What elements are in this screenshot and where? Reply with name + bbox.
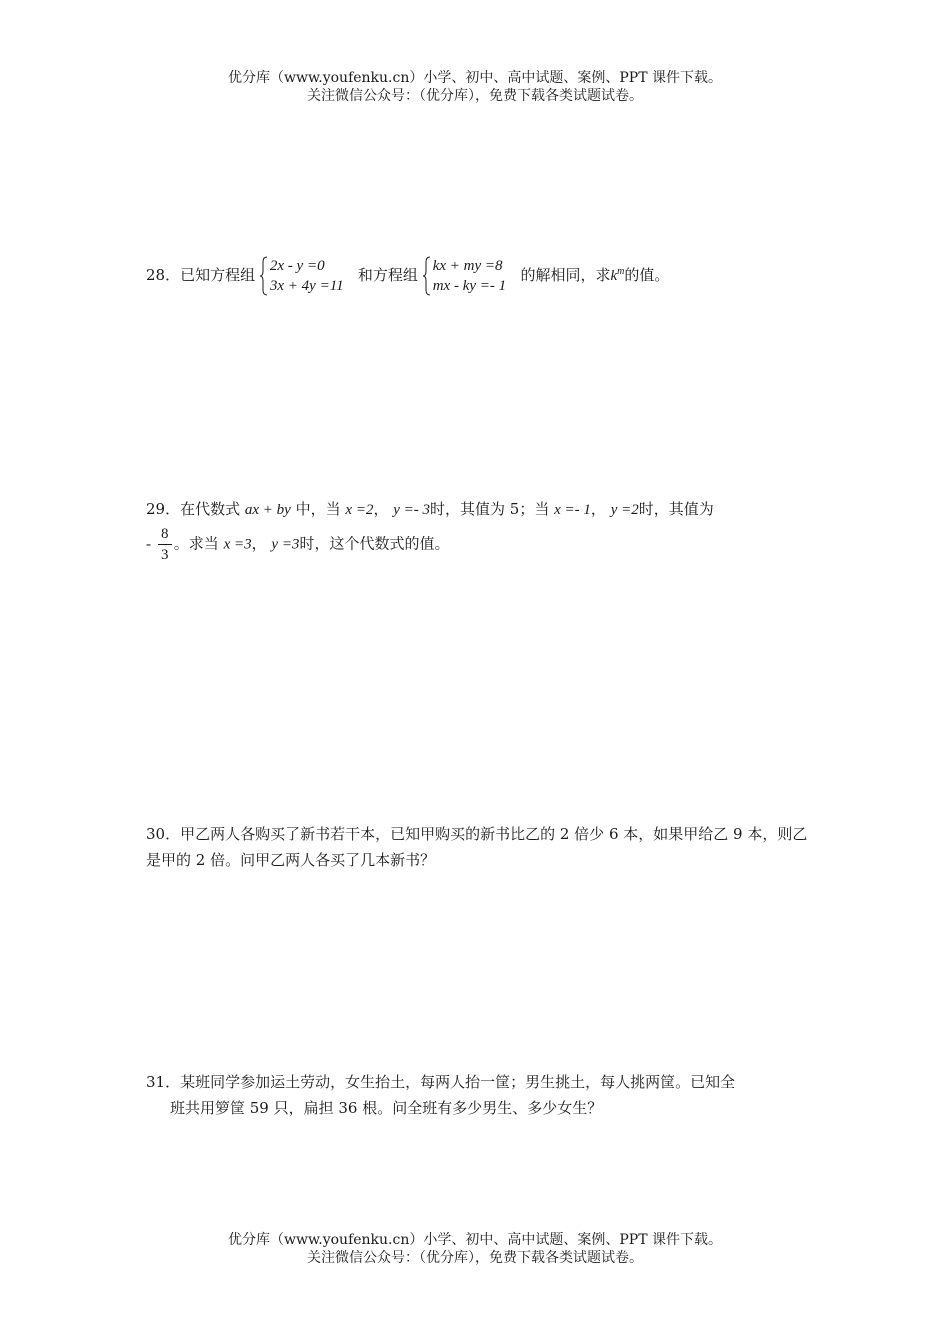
math-condition: x =- 1 xyxy=(554,502,591,518)
fraction-numerator: 8 xyxy=(161,526,169,542)
question-text: 在代数式 xyxy=(180,500,241,518)
math-condition: x =3 xyxy=(223,536,252,553)
fraction xyxy=(158,525,172,564)
minus-sign: - xyxy=(146,536,151,553)
equation-system-2 xyxy=(423,256,506,296)
math-expression: ax + by xyxy=(244,502,291,518)
separator: ， xyxy=(251,534,267,553)
header-line-1: 优分库（www.youfenku.cn）小学、初中、高中试题、案例、PPT 课件下载。 xyxy=(227,70,722,86)
separator: ， xyxy=(590,500,606,518)
question-text: 某班同学参加运土劳动，女生抬土，每两人抬一筐；男生挑土，每人挑两筐。已知全 xyxy=(180,1073,736,1091)
math-condition: y =3 xyxy=(271,536,300,553)
question-text: 的解相同，求 xyxy=(520,266,611,284)
math-condition: y =- 3 xyxy=(393,502,431,518)
question-text: 时，其值为 xyxy=(638,500,714,518)
math-condition: y =2 xyxy=(610,502,639,518)
question-line xyxy=(146,525,810,564)
question-31 xyxy=(146,1069,810,1121)
question-line xyxy=(146,496,810,523)
question-number: 29． xyxy=(146,500,181,518)
question-28 xyxy=(146,252,810,296)
question-text: 。求当 xyxy=(173,534,219,553)
question-text: 时，其值为 5；当 xyxy=(430,500,550,518)
equation-line: kx + my =8 xyxy=(432,258,503,274)
equation-line: 3x + 4y =11 xyxy=(269,278,344,294)
fraction-denominator: 3 xyxy=(161,547,169,563)
question-line: 班共用箩筐 59 只，扁担 36 根。问全班有多少男生、多少女生？ xyxy=(170,1099,603,1117)
separator: ， xyxy=(373,500,389,518)
question-number: 28． xyxy=(146,266,181,284)
question-text: 已知方程组 xyxy=(180,266,256,284)
question-text: 的值。 xyxy=(624,266,670,284)
question-30 xyxy=(146,821,810,873)
math-variable: k xyxy=(610,268,618,284)
question-number: 30． xyxy=(146,825,181,843)
math-condition: x =2 xyxy=(345,502,374,518)
equation-line: mx - ky =- 1 xyxy=(432,278,507,294)
left-brace-icon xyxy=(260,256,268,296)
question-number: 31． xyxy=(146,1073,181,1091)
question-text: 和方程组 xyxy=(357,266,418,284)
question-line xyxy=(146,1069,810,1095)
footer-line-1: 优分库（www.youfenku.cn）小学、初中、高中试题、案例、PPT 课件下载。 xyxy=(227,1232,722,1248)
equation-line: 2x - y =0 xyxy=(269,258,325,274)
question-29 xyxy=(146,496,810,564)
page-footer xyxy=(0,1231,950,1267)
math-exponent: m xyxy=(617,266,625,277)
question-text: 甲乙两人各购买了新书若干本，已知甲购买的新书比乙的 2 倍少 6 本，如果甲给乙 9 本，则乙是甲的 2 倍。问甲乙两人各买了几本新书？ xyxy=(146,825,808,869)
left-brace-icon xyxy=(423,256,431,296)
fraction-bar xyxy=(158,544,172,545)
equation-system-1 xyxy=(260,256,344,296)
question-text: 中，当 xyxy=(295,500,341,518)
footer-line-2: 关注微信公众号：（优分库），免费下载各类试题试卷。 xyxy=(307,1250,643,1266)
page-header xyxy=(0,69,950,105)
header-line-2: 关注微信公众号：（优分库），免费下载各类试题试卷。 xyxy=(307,88,643,104)
question-text: 时，这个代数式的值。 xyxy=(299,534,450,553)
